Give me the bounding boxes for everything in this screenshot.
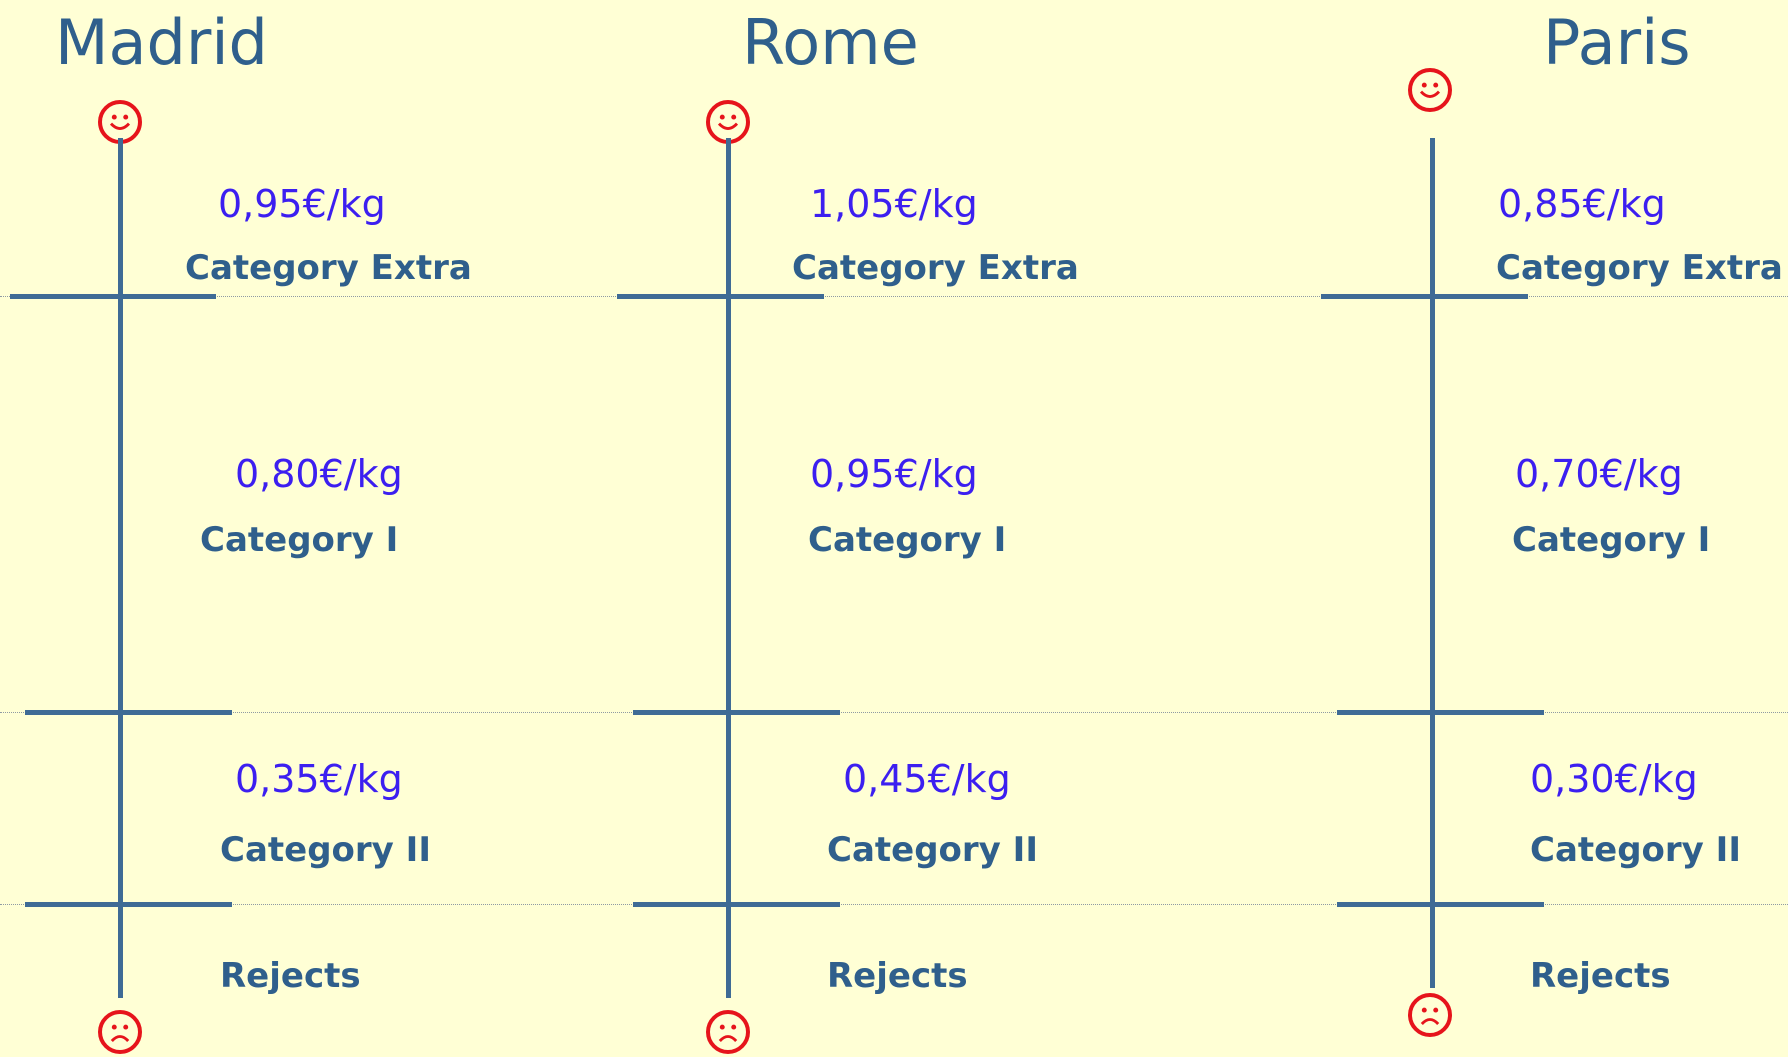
label-extra-paris: Category Extra (1496, 248, 1783, 288)
price-cat2-rome: 0,45€/kg (843, 757, 1011, 801)
label-extra-madrid: Category Extra (185, 248, 472, 288)
extra-threshold-paris (1321, 294, 1528, 299)
scale-axis-paris (1430, 138, 1435, 988)
rejects-threshold-rome (633, 902, 840, 907)
label-cat2-rome: Category II (827, 830, 1038, 870)
scale-axis-madrid (118, 138, 123, 998)
extra-threshold-rome (617, 294, 824, 299)
label-cat1-madrid: Category I (200, 520, 399, 560)
label-cat2-paris: Category II (1530, 830, 1741, 870)
price-cat1-madrid: 0,80€/kg (235, 452, 403, 496)
price-extra-madrid: 0,95€/kg (218, 182, 386, 226)
cat2-threshold-rome (633, 710, 840, 715)
label-cat2-madrid: Category II (220, 830, 431, 870)
city-title-paris: Paris (1543, 6, 1691, 79)
label-cat1-paris: Category I (1512, 520, 1711, 560)
price-cat1-rome: 0,95€/kg (810, 452, 978, 496)
price-extra-rome: 1,05€/kg (810, 182, 978, 226)
label-rejects-paris: Rejects (1530, 956, 1671, 996)
cat2-threshold-paris (1337, 710, 1544, 715)
city-title-madrid: Madrid (55, 6, 268, 79)
extra-threshold-madrid (10, 294, 216, 299)
label-extra-rome: Category Extra (792, 248, 1079, 288)
cat2-threshold-madrid (25, 710, 232, 715)
label-rejects-madrid: Rejects (220, 956, 361, 996)
rejects-threshold-paris (1337, 902, 1544, 907)
price-cat2-madrid: 0,35€/kg (235, 757, 403, 801)
frowning-face-icon (706, 1010, 750, 1054)
price-extra-paris: 0,85€/kg (1498, 182, 1666, 226)
label-rejects-rome: Rejects (827, 956, 968, 996)
price-cat1-paris: 0,70€/kg (1515, 452, 1683, 496)
city-title-rome: Rome (742, 6, 919, 79)
scale-axis-rome (726, 138, 731, 998)
label-cat1-rome: Category I (808, 520, 1007, 560)
frowning-face-icon (1408, 993, 1452, 1037)
price-cat2-paris: 0,30€/kg (1530, 757, 1698, 801)
smiley-face-icon (1408, 68, 1452, 112)
frowning-face-icon (98, 1010, 142, 1054)
rejects-threshold-madrid (25, 902, 232, 907)
